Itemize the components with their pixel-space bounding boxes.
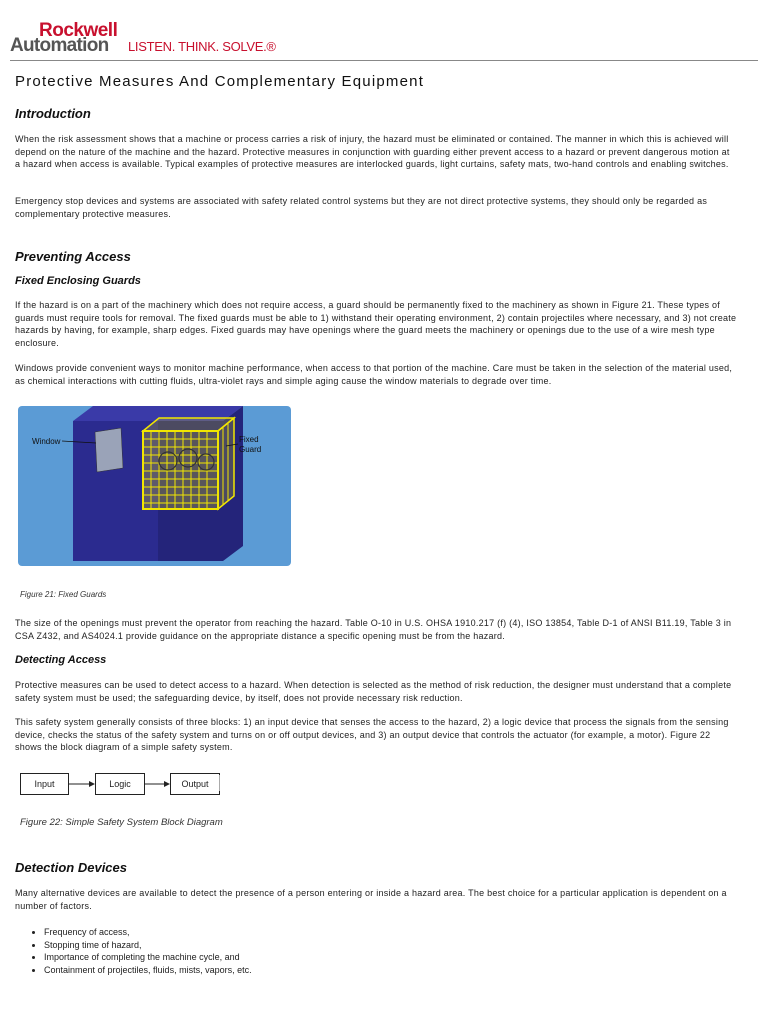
intro-paragraph-1: When the risk assessment shows that a machine or process carries a risk of injury, the hazard must be eliminated or contained. The manner in which this is achieved will depend on the nature of the machine and the hazard. Protective measures in conjunction with guarding either prevent access to a hazard or prevent dangerous motion at a hazard when access is available. Typical examples of protective measures are interlocked guards, light curtains, safety mats, two-hand controls and enabling switches. xyxy=(15,134,730,169)
list-item: • Frequency of access, xyxy=(44,926,252,939)
label-window: Window xyxy=(32,437,61,446)
label-guard: Guard xyxy=(239,445,262,454)
label-fixed: Fixed xyxy=(239,435,259,444)
fixed-guard-mesh xyxy=(143,418,234,509)
logo-automation: Automation xyxy=(10,35,109,56)
arrow-logic-output xyxy=(144,778,170,790)
fixed-guards-paragraph-2: Windows provide convenient ways to monitor machine performance, when access to that portion of the machine. Care must be taken in the selection of the material used, as chemical interactions with cutting fluids, ultra-violet rays and simple aging cause the window materials to degrade over time. xyxy=(15,363,733,386)
intro-paragraph-2: Emergency stop devices and systems are associated with safety related control systems but they are not direct protective systems, they should only be regarded as complementary protective measures. xyxy=(15,196,708,219)
logo-tagline: LISTEN. THINK. SOLVE.® xyxy=(128,39,276,54)
logo-rockwell: Rockwell xyxy=(39,20,118,41)
list-item: • Importance of completing the machine cycle, and xyxy=(44,951,252,964)
fixed-guards-paragraph-1: If the hazard is on a part of the machinery which does not require access, a guard should be permanently fixed to the machinery as shown in Figure 21. These types of guards must require tools for removal. The fixed guards must be able to 1) withstand their operating environment, 2) contain projectiles where necessary, and 3) not create hazards by having, for example, sharp edges. Fixed guards may have openings where the guard meets the machinery or openings due to the use of a wire mesh type enclosure. xyxy=(15,300,737,348)
factors-list xyxy=(28,926,252,976)
detecting-paragraph-1: Protective measures can be used to detect access to a hazard. When detection is selected as the method of risk reduction, the designer must understand that a complete safety system must be used; the safeguarding device, by itself, does not provide necessary risk reduction. xyxy=(15,680,732,703)
block-output: Output xyxy=(170,773,220,795)
site-header xyxy=(10,20,750,60)
header-divider xyxy=(10,60,758,61)
list-item: • Containment of projectiles, fluids, mists, vapors, etc. xyxy=(44,964,252,977)
arrow-input-logic xyxy=(68,778,95,790)
window-shape xyxy=(95,428,123,472)
list-item: • Stopping time of hazard, xyxy=(44,939,252,952)
preventing-heading: Preventing Access xyxy=(15,249,131,264)
openings-paragraph: The size of the openings must prevent the operator from reaching the hazard. Table O-10 in U.S. OHSA 1910.217 (f) (4), ISO 13854, Table D-1 of ANSI B11.19, Table 3 in CSA Z432, and AS4024.1 provide guidance on the appropriate distance a specific opening must be from the hazard. xyxy=(15,618,732,641)
figure-22-caption: Figure 22: Simple Safety System Block Diagram xyxy=(20,817,223,828)
detecting-paragraph-2: This safety system generally consists of three blocks: 1) an input device that senses the access to the hazard, 2) a logic device that process the signals from the sensing device, checks the status of the safety system and turns on or off output devices, and 3) an output device that controls the actuator (for example, a motor). Figure 22 shows the block diagram of a simple safety system. xyxy=(15,717,729,752)
detection-devices-paragraph: Many alternative devices are available to detect the presence of a person entering or inside a hazard area. The best choice for a particular application is dependent on a number of factors. xyxy=(15,888,727,911)
block-logic: Logic xyxy=(95,773,145,795)
block-input: Input xyxy=(20,773,69,795)
detecting-heading: Detecting Access xyxy=(15,654,107,666)
figure-21-fixed-guards xyxy=(18,406,291,566)
page-title: Protective Measures And Complementary Equipment xyxy=(15,73,425,90)
figure-21-caption: Figure 21: Fixed Guards xyxy=(20,590,107,599)
intro-heading: Introduction xyxy=(15,106,91,121)
detection-devices-heading: Detection Devices xyxy=(15,860,127,875)
fixed-guards-heading: Fixed Enclosing Guards xyxy=(15,275,141,287)
